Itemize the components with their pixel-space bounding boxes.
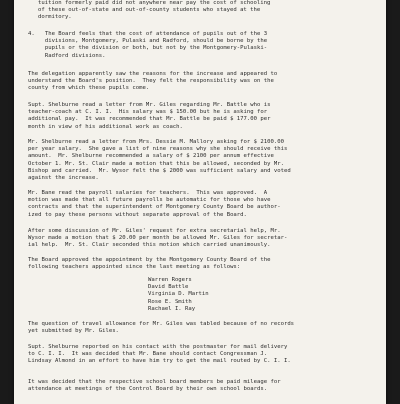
text-line: October 1. Mr. St. Clair made a motion that this be allowed, seconded by Mr. <box>28 160 284 167</box>
text-line: ial help. Mr. St. Clair seconded this motion which carried unanimously. <box>28 242 271 249</box>
text-line: It was decided that the respective school board members be paid mileage for <box>28 379 281 385</box>
text-line: ized to pay these persons without separate approval of the Board. <box>28 211 247 218</box>
teacher-list <box>148 277 209 313</box>
text-line: 4. The Board feels that the cost of attendance of pupils out of the 3 <box>28 31 268 37</box>
document-page <box>14 0 386 404</box>
text-line: Radford divisions. <box>28 52 106 59</box>
text-line: The question of travel allowance for Mr. Giles was tabled because of no records <box>28 321 295 327</box>
text-line: month in view of his additional work as coach. <box>28 123 183 130</box>
text-line: Bishop and carried. Mr. Wysor felt the $ 2000 was sufficient salary and voted <box>28 167 291 174</box>
text-line: David Battle <box>148 284 189 291</box>
paragraph-travel-allowance <box>28 321 294 335</box>
text-line: following teachers appointed since the last meeting as follows: <box>28 264 241 271</box>
text-line: Wysor made a motion that $ 20.00 per month be allowed Mr. Giles for secretar- <box>28 235 288 242</box>
text-line: Supt. Shelburne reported on his contact with the postmaster for mail delivery <box>28 344 288 350</box>
paragraph-appointments-intro <box>28 257 270 271</box>
text-line: teacher-coach at C. I. I. His salary was $ 150.00 but he is asking for <box>28 109 268 116</box>
text-line: dormitory. <box>38 14 72 21</box>
paragraph-mileage <box>28 379 281 393</box>
paragraph-secretarial-help <box>28 228 287 250</box>
text-line: of these out-of-state and out-of-county students who stayed at the <box>38 7 261 14</box>
text-line: against the increase. <box>28 175 99 182</box>
paragraph-tuition-fragment <box>38 0 270 22</box>
paragraph-payroll <box>28 190 281 219</box>
text-line: to C. I. I. It was decided that Mr. Bane should contact Congressman J. <box>28 351 268 358</box>
text-line: contracts and that the superintendent of Montgomery County Board be author- <box>28 204 281 211</box>
text-line: divisions, Montgomery, Pulaski and Radford, should be borne by the <box>28 38 268 45</box>
text-line: tuition formerly paid did not anywhere near pay the cost of schooling <box>38 0 271 6</box>
text-line: The Board approved the appointment by the Montgomery County Board of the <box>28 257 271 263</box>
text-line: Rachael I. Ray <box>148 305 196 312</box>
text-line: yet submitted by Mr. Giles. <box>28 328 119 335</box>
text-line: Virginia D. Martin <box>148 291 209 298</box>
text-line: Lindsay Almond in an effort to have him try to get the mail routed by C. I. I. <box>28 358 291 365</box>
text-line: The delegation apparently saw the reasons for the increase and appeared to <box>28 71 278 77</box>
text-line: Mr. Shelburne read a letter from Mrs. Dessie M. Mallory asking for $ 2100.00 <box>28 139 284 145</box>
paragraph-mail-delivery <box>28 344 291 366</box>
paragraph-item-4 <box>28 31 267 60</box>
text-line: pupils or the division or both, but not by the Montgomery-Pulaski- <box>28 45 268 52</box>
text-line: After some discussion of Mr. Giles' request for extra secretarial help, Mr. <box>28 228 281 234</box>
paragraph-mallory-salary <box>28 139 291 182</box>
text-line: amount. Mr. Shelburne recommended a salary of $ 2100 per annum effective <box>28 153 274 160</box>
text-line: per year salary. She gave a list of nine reasons why she should receive this <box>28 146 288 153</box>
text-line: county from which these pupils come. <box>28 85 150 92</box>
text-line: motion was made that all future payrolls be automatic for those who have <box>28 197 271 204</box>
text-line: understand the Board's position. They felt the responsibility was on the <box>28 78 274 85</box>
text-line: Rose E. Smith <box>148 298 192 305</box>
text-line: Mr. Bane read the payroll salaries for teachers. This was approved. A <box>28 190 268 196</box>
paragraph-delegation <box>28 71 277 93</box>
text-line: Supt. Shelburne read a letter from Mr. Giles regarding Mr. Battle who is <box>28 102 271 108</box>
text-line: attendance at meetings of the Control Board by their own school boards. <box>28 386 268 393</box>
text-line: additional pay. It was recommended that Mr. Battle be paid $ 177.00 per <box>28 116 271 123</box>
paragraph-shelburne-giles-letter <box>28 102 270 131</box>
text-line: Warren Rogers <box>148 277 192 283</box>
